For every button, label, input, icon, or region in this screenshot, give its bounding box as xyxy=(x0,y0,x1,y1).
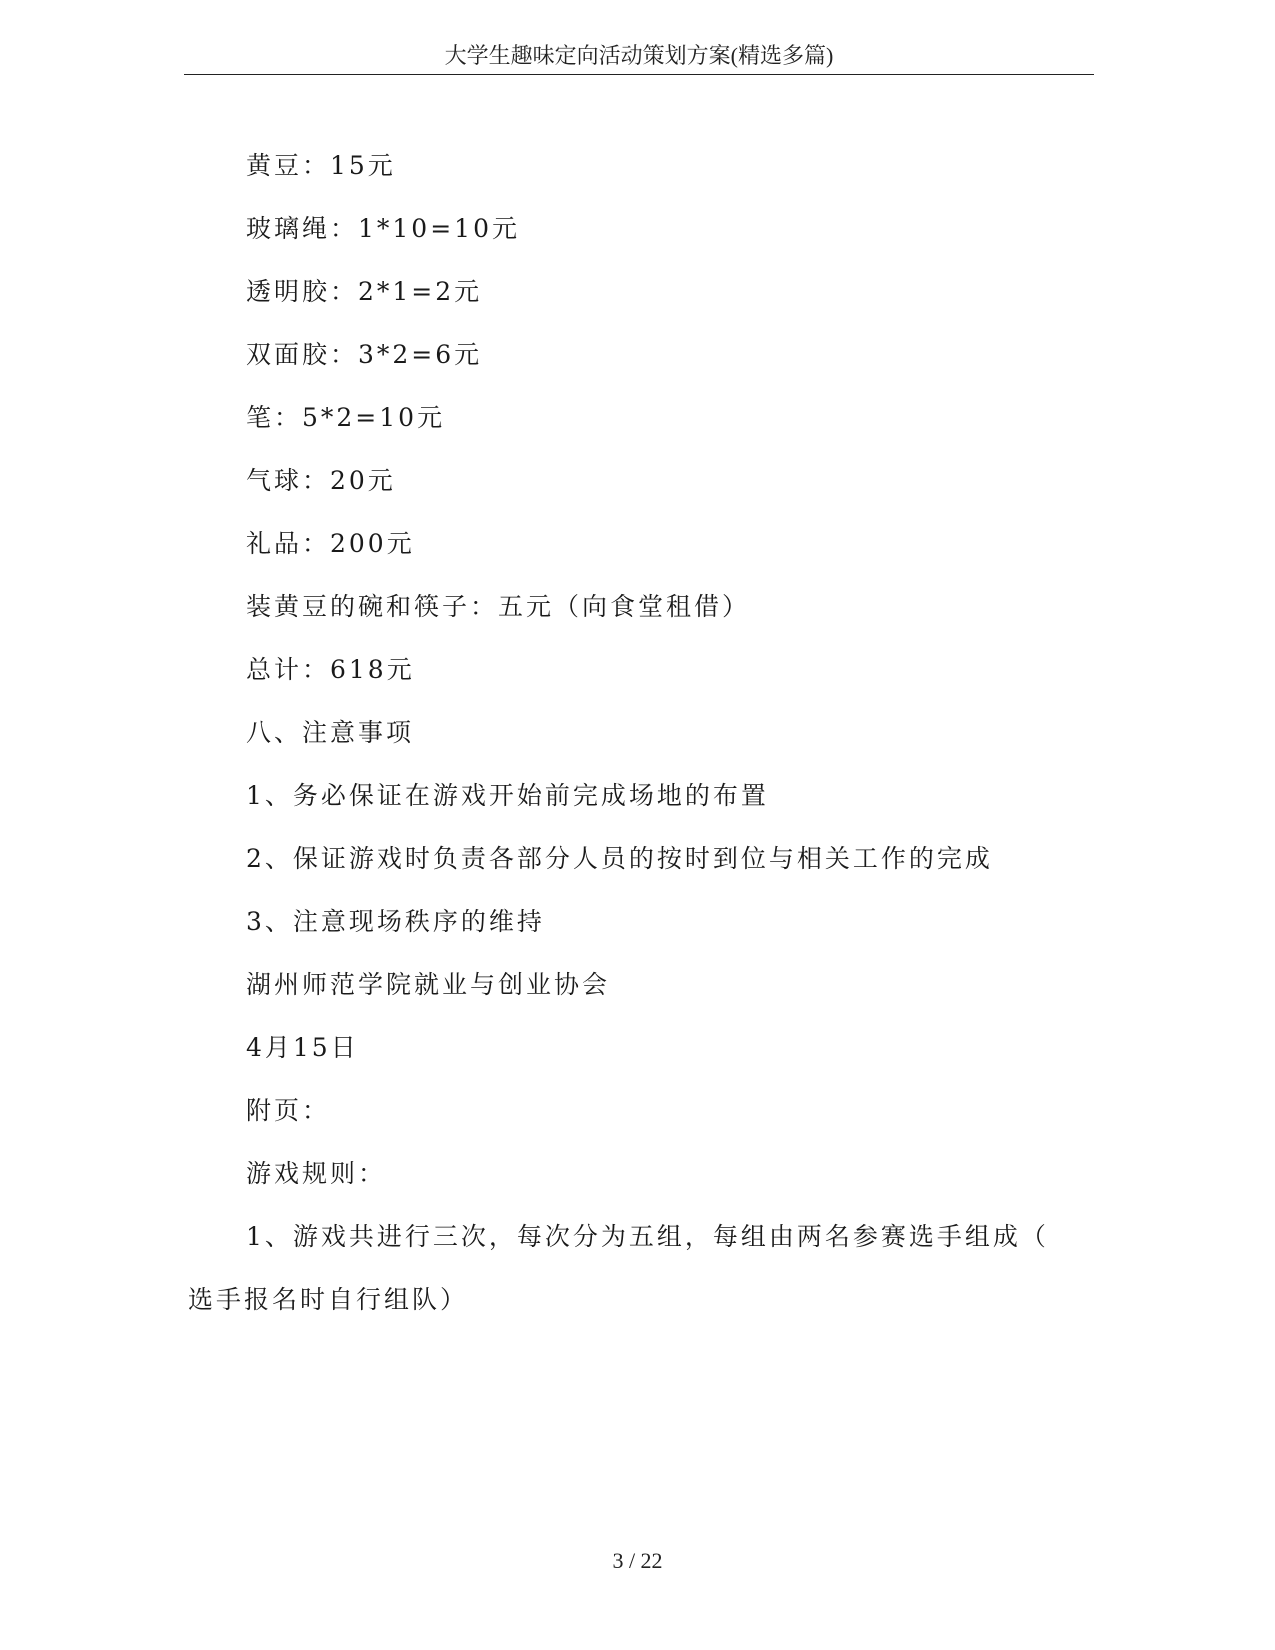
document-title: 大学生趣味定向活动策划方案(精选多篇) xyxy=(444,43,834,68)
note-item-1: 1、务必保证在游戏开始前完成场地的布置 xyxy=(246,781,769,810)
budget-total: 总计：618元 xyxy=(246,655,415,684)
document-date: 4月15日 xyxy=(246,1033,359,1062)
budget-item-bowls-chopsticks: 装黄豆的碗和筷子：五元（向食堂租借） xyxy=(246,592,751,621)
budget-item-gifts: 礼品：200元 xyxy=(246,529,415,558)
game-rule-1-continued: 选手报名时自行组队） xyxy=(188,1285,469,1314)
game-rule-1: 1、游戏共进行三次，每次分为五组，每组由两名参赛选手组成（ xyxy=(246,1222,1049,1251)
note-item-3: 3、注意现场秩序的维持 xyxy=(246,907,545,936)
budget-item-clear-tape: 透明胶：2*1=2元 xyxy=(246,277,483,306)
note-item-2: 2、保证游戏时负责各部分人员的按时到位与相关工作的完成 xyxy=(246,844,993,873)
organizer-name: 湖州师范学院就业与创业协会 xyxy=(246,970,611,999)
page-number: 3 / 22 xyxy=(612,1548,663,1573)
budget-item-balloons: 气球：20元 xyxy=(246,466,396,495)
page-header xyxy=(184,40,1094,75)
game-rules-heading: 游戏规则： xyxy=(246,1159,387,1188)
budget-item-double-sided-tape: 双面胶：3*2=6元 xyxy=(246,340,483,369)
appendix-label: 附页： xyxy=(246,1096,331,1125)
section-heading-notes: 八、注意事项 xyxy=(246,718,415,747)
budget-item-soybeans: 黄豆：15元 xyxy=(246,151,396,180)
budget-item-pens: 笔：5*2=10元 xyxy=(246,403,446,432)
page-footer xyxy=(0,1548,1275,1574)
budget-item-glass-rope: 玻璃绳：1*10=10元 xyxy=(246,214,520,243)
